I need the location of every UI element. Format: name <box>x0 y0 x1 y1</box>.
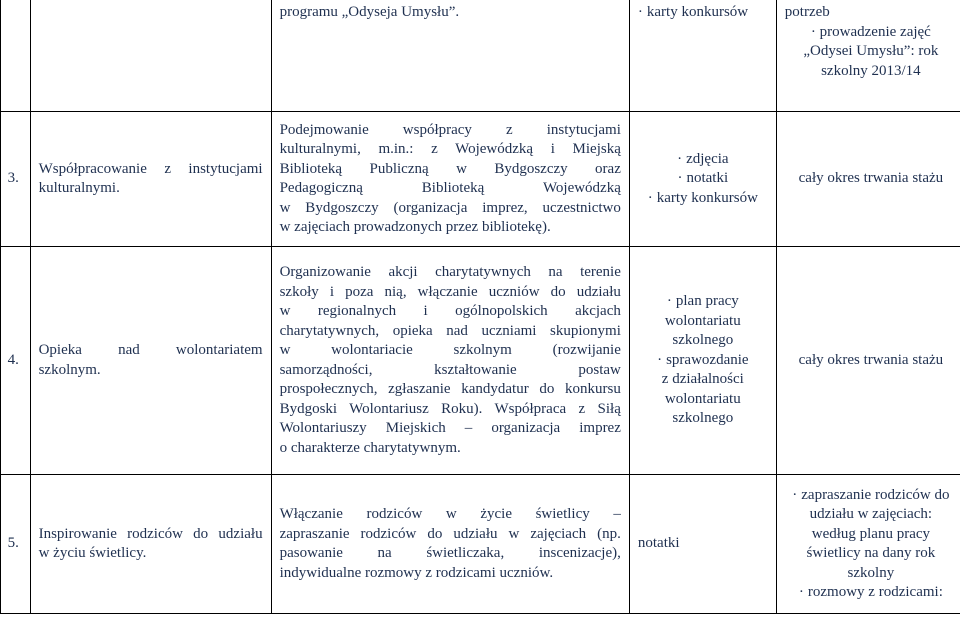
term-line: udziału w zajęciach: <box>809 506 933 522</box>
term-cell: cały okres trwania stażu <box>776 112 960 247</box>
tasks-cell <box>271 112 629 247</box>
area-cell <box>30 112 271 247</box>
form-item: wolontariatu <box>664 312 741 329</box>
task-line: indywidualne rozmowy z rodzicami uczniów. <box>279 564 554 581</box>
form-item: · karty konkursów <box>638 4 748 20</box>
term-line: według planu pracy <box>811 525 931 542</box>
form-item: wolontariatu <box>664 390 741 407</box>
task-line: Organizowanie akcji charytatywnych na terenie <box>279 264 621 280</box>
area-line: Opieka nad wolontariatem <box>38 342 263 358</box>
term-line: · zapraszanie rodziców do <box>785 486 957 506</box>
term-line: szkolny <box>847 564 895 581</box>
term-line: świetlicy na dany rok <box>806 545 936 561</box>
term-line: potrzeb <box>784 4 830 20</box>
task-line: samorządności, kształtowanie postaw <box>279 361 621 378</box>
task-line: o charakterze charytatywnym. <box>279 439 461 456</box>
form-item: · notatki <box>638 169 768 189</box>
task-line: w wolontariacie szkolnym (rozwijanie <box>279 342 621 358</box>
row-number <box>1 0 31 112</box>
task-line: pasowanie na świetliczaka, inscenizacje), <box>279 545 621 561</box>
tasks-cell <box>271 0 629 112</box>
table-row <box>1 247 960 475</box>
table-row <box>1 0 960 112</box>
area-cell <box>30 247 271 475</box>
forms-cell <box>629 112 776 247</box>
row-number: 3. <box>1 112 31 247</box>
form-item: · zdjęcia <box>638 150 768 170</box>
form-item: · plan pracy <box>638 292 768 312</box>
term-line: · rozmowy z rodzicami: <box>785 583 957 603</box>
task-line: Pedagogiczną Biblioteką Wojewódzką <box>279 180 621 196</box>
task-line: szkoły i poza nią, włączanie uczniów do udziału <box>279 283 621 300</box>
form-item: · karty konkursów <box>638 189 768 209</box>
area-line: Współpracowanie z instytucjami <box>38 160 263 177</box>
task-line: w regionalnych i ogólnopolskich akcjach <box>279 303 621 319</box>
term-cell <box>776 475 960 614</box>
task-line: Bydgoski Wolontariusz Roku). Współpraca z Siłą <box>279 400 621 417</box>
form-item: szkolnego <box>672 410 734 427</box>
table-row <box>1 112 960 247</box>
area-line: kulturalnymi. <box>38 180 120 196</box>
task-line: Biblioteką Publiczną w Bydgoszczy oraz <box>279 160 621 177</box>
area-line: szkolnym. <box>38 361 101 378</box>
area-cell <box>30 0 271 112</box>
task-line: programu „Odyseja Umysłu”. <box>279 4 460 20</box>
forms-cell <box>629 247 776 475</box>
tasks-cell <box>271 247 629 475</box>
term-line: · prowadzenie zajęć <box>810 23 931 40</box>
area-line: w życiu świetlicy. <box>38 545 147 561</box>
task-line: Włączanie rodziców w życie świetlicy – <box>279 506 621 522</box>
row-number: 4. <box>1 247 31 475</box>
term-cell: cały okres trwania stażu <box>776 247 960 475</box>
form-item: szkolnego <box>672 332 734 349</box>
task-line: prospołecznych, zgłaszanie kandydatur do konkursu <box>279 381 621 397</box>
forms-cell <box>629 0 776 112</box>
task-line: zapraszanie rodziców do udziału w zajęciach (np. <box>279 525 621 542</box>
form-item: notatki <box>637 535 680 552</box>
area-line: Inspirowanie rodziców do udziału <box>38 525 263 542</box>
task-line: Podejmowanie współpracy z instytucjami <box>279 121 621 138</box>
task-line: charytatywnych, opieka nad uczniami skupionymi <box>279 322 621 339</box>
form-item: · sprawozdanie <box>638 351 768 371</box>
task-line: w Bydgoszczy (organizacja imprez, uczestnictwo <box>279 199 621 216</box>
table-row <box>1 475 960 614</box>
area-cell <box>30 475 271 614</box>
tasks-cell <box>271 475 629 614</box>
task-line: Wolontariuszy Miejskich – organizacja imprez <box>279 420 621 436</box>
term-line: szkolny 2013/14 <box>821 62 921 79</box>
task-line: kulturalnymi, m.in.: z Wojewódzką i Miejską <box>279 141 621 157</box>
row-number: 5. <box>1 475 31 614</box>
term-cell <box>776 0 960 112</box>
term-line: „Odysei Umysłu”: rok <box>803 43 939 59</box>
task-line: w zajęciach prowadzonych przez bibliotekę). <box>279 219 551 235</box>
forms-cell <box>629 475 776 614</box>
form-item: z działalności <box>661 371 744 388</box>
